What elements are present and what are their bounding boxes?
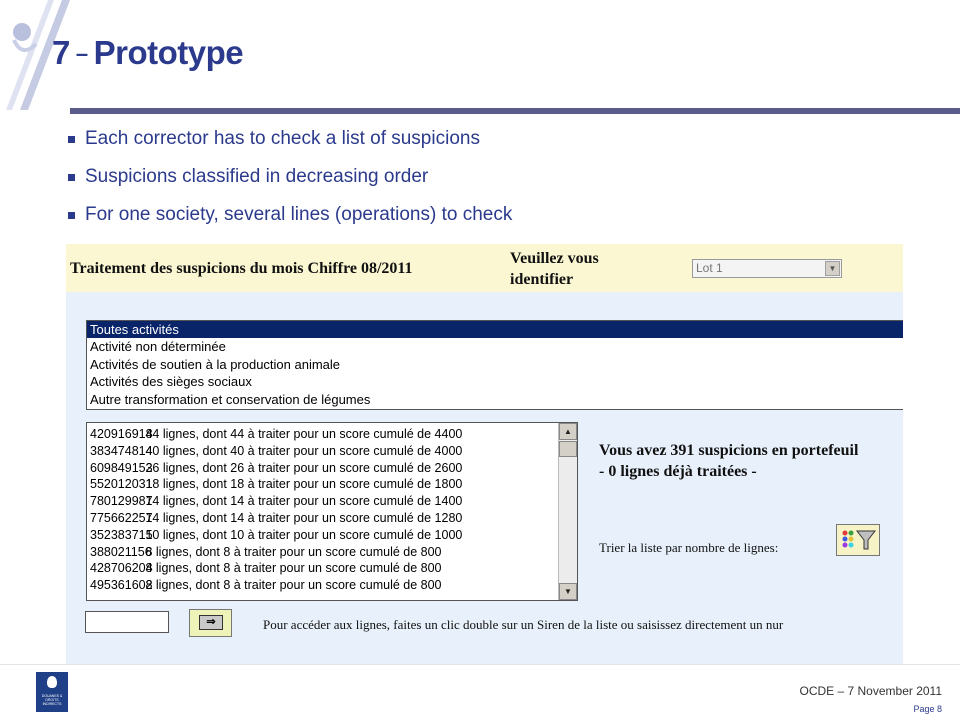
app-title: Traitement des suspicions du mois Chiffre 08/2011 <box>70 260 413 277</box>
siren-row[interactable] <box>90 510 556 527</box>
customs-logo <box>36 672 68 712</box>
activity-option[interactable]: Activité non déterminée <box>90 339 226 355</box>
bullet-square-icon <box>68 212 75 219</box>
flame-icon <box>47 676 57 688</box>
siren-id: 775662257 <box>90 510 153 525</box>
activity-option[interactable]: Toutes activités <box>87 321 903 338</box>
siren-detail: 8 lignes, dont 8 à traiter pour un score cumulé de 800 <box>145 544 442 559</box>
chevron-down-icon[interactable]: ▼ <box>825 261 840 276</box>
siren-detail: 14 lignes, dont 14 à traiter pour un score cumulé de 1400 <box>145 494 463 509</box>
page-number: Page 8 <box>913 704 942 714</box>
bullet-item <box>68 128 512 166</box>
siren-id: 609849153 <box>90 460 153 475</box>
scroll-thumb[interactable] <box>559 441 577 457</box>
bullet-square-icon <box>68 136 75 143</box>
siren-id: 552012031 <box>90 477 153 492</box>
lot-select-value: Lot 1 <box>696 261 723 275</box>
siren-id: 495361602 <box>90 578 153 593</box>
slide-title-text: Prototype <box>93 34 244 71</box>
summary-count: Vous avez 391 suspicions en portefeuil <box>599 442 859 459</box>
siren-input[interactable] <box>85 611 169 633</box>
siren-row[interactable] <box>90 544 556 561</box>
siren-detail: 18 lignes, dont 18 à traiter pour un score cumulé de 1800 <box>145 477 463 492</box>
siren-id: 420916918 <box>90 427 153 441</box>
activity-option[interactable]: Activités de soutien à la production animale <box>90 356 341 372</box>
bullet-square-icon <box>68 174 75 181</box>
bullet-text: Each corrector has to check a list of suspicions <box>85 128 480 149</box>
enter-arrow-icon: ⇒ <box>199 615 223 630</box>
siren-id: 428706204 <box>90 561 153 576</box>
siren-detail: 26 lignes, dont 26 à traiter pour un score cumulé de 2600 <box>145 460 463 475</box>
siren-detail: 8 lignes, dont 8 à traiter pour un score cumulé de 800 <box>145 561 442 576</box>
activity-option[interactable]: Activités des sièges sociaux <box>90 374 252 390</box>
siren-scrollbar[interactable] <box>558 423 577 600</box>
siren-detail: 8 lignes, dont 8 à traiter pour un score cumulé de 800 <box>145 578 442 593</box>
siren-detail: 10 lignes, dont 10 à traiter pour un score cumulé de 1000 <box>145 527 463 542</box>
sort-button[interactable] <box>836 524 880 556</box>
siren-id: 383474814 <box>90 443 153 458</box>
triangle-up-icon[interactable]: ▲ <box>559 423 577 440</box>
siren-listbox[interactable] <box>86 422 578 601</box>
bullet-item <box>68 166 512 204</box>
siren-row[interactable] <box>90 493 556 510</box>
lot-select[interactable] <box>692 259 842 278</box>
bullet-text: For one society, several lines (operations) to check <box>85 204 513 225</box>
siren-id: 780129987 <box>90 494 153 509</box>
instruction-text: Pour accéder aux lignes, faites un clic double sur un Siren de la liste ou saisissez directement un nur <box>263 617 784 632</box>
siren-row[interactable] <box>90 560 556 577</box>
identify-label: Veuillez vous identifier <box>510 250 599 288</box>
summary-processed: - 0 lignes déjà traitées - <box>599 463 757 480</box>
siren-detail: 14 lignes, dont 14 à traiter pour un score cumulé de 1280 <box>145 510 463 525</box>
siren-row[interactable] <box>90 577 556 594</box>
siren-row[interactable] <box>90 460 556 477</box>
slide-title-separator: – <box>75 41 88 66</box>
footer-event: OCDE – 7 November 2011 <box>799 684 942 698</box>
title-divider <box>70 108 960 114</box>
siren-id: 352383715 <box>90 527 153 542</box>
app-screenshot <box>66 244 903 664</box>
logo-text: DOUANES & DROITS INDIRECTS <box>41 694 63 706</box>
sort-label: Trier la liste par nombre de lignes: <box>599 540 779 555</box>
bullet-list <box>68 128 512 242</box>
siren-row[interactable] <box>90 443 556 460</box>
funnel-sort-icon <box>837 525 879 555</box>
app-header <box>66 244 903 292</box>
slide-title <box>52 34 243 72</box>
bullet-text: Suspicions classified in decreasing order <box>85 166 429 187</box>
portfolio-summary <box>599 440 858 482</box>
siren-row[interactable] <box>90 527 556 544</box>
activity-option[interactable]: Autre transformation et conservation de légumes <box>90 391 371 407</box>
activity-listbox[interactable] <box>86 320 903 410</box>
bullet-item <box>68 204 512 242</box>
siren-row[interactable] <box>90 476 556 493</box>
go-button[interactable] <box>189 609 232 637</box>
slide-title-number: 7 <box>52 34 70 71</box>
siren-id: 388021156 <box>90 544 152 559</box>
footer-divider <box>0 664 960 665</box>
siren-row[interactable] <box>90 426 556 443</box>
siren-detail: 44 lignes, dont 44 à traiter pour un score cumulé de 4400 <box>145 427 463 441</box>
siren-detail: 40 lignes, dont 40 à traiter pour un score cumulé de 4000 <box>145 443 463 458</box>
triangle-down-icon[interactable]: ▼ <box>559 583 577 600</box>
